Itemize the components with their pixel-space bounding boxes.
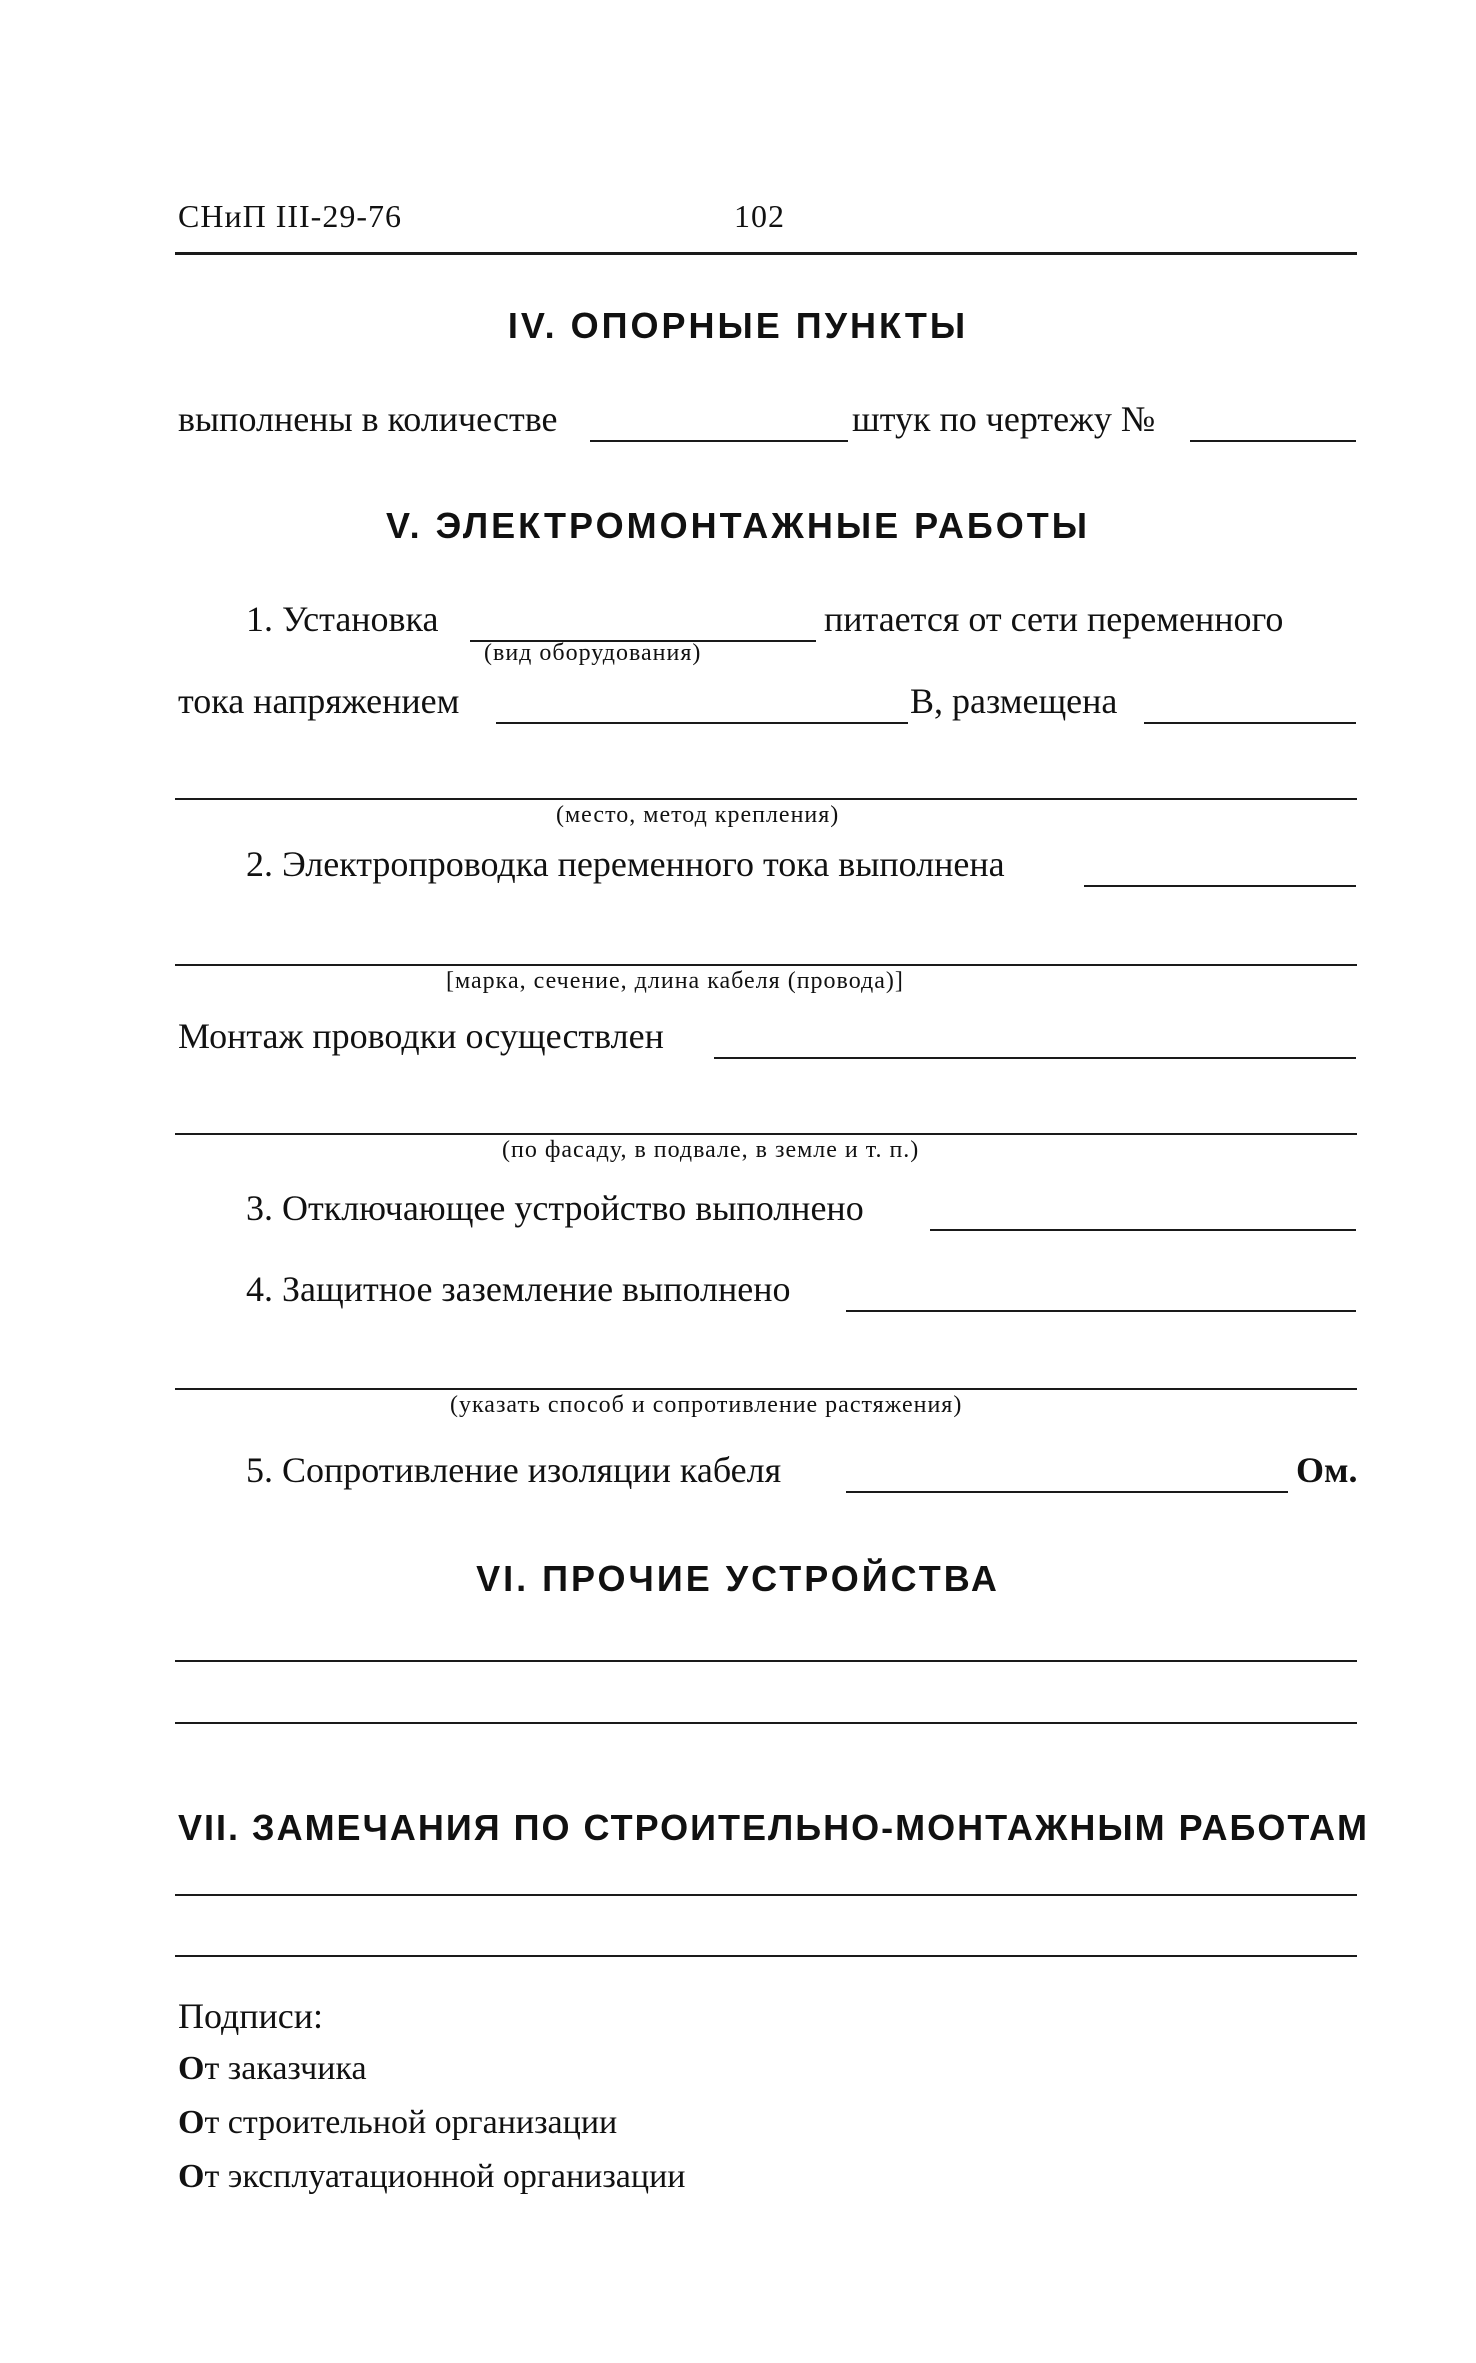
- section-title-v: V. ЭЛЕКТРОМОНТАЖНЫЕ РАБОТЫ: [385, 505, 1091, 546]
- equipment-type-caption: (вид оборудования): [484, 640, 702, 666]
- remarks-field-2[interactable]: [175, 1955, 1357, 1957]
- signatures-heading: Подписи:: [178, 1996, 324, 2036]
- placement-label: В, размещена: [910, 681, 1118, 721]
- item-3-label: 3. Отключающее устройство выполнено: [246, 1188, 864, 1228]
- section-title-iv: IV. ОПОРНЫЕ ПУНКТЫ: [507, 305, 969, 346]
- mounting-field[interactable]: [714, 1057, 1356, 1059]
- header-rule: [175, 252, 1357, 255]
- placement-field[interactable]: [1144, 722, 1356, 724]
- drawing-number-label: штук по чертежу №: [852, 399, 1156, 439]
- signature-customer: От заказчика: [178, 2050, 367, 2087]
- cable-spec-caption: [марка, сечение, длина кабеля (провода)]: [446, 968, 904, 994]
- item-5-label: 5. Сопротивление изоляции кабеля: [246, 1450, 782, 1490]
- signature-builder: От строительной организации: [178, 2104, 618, 2141]
- placement-caption: (место, метод крепления): [556, 802, 840, 828]
- grounding-caption: (указать способ и сопротивление растяжения): [450, 1392, 963, 1418]
- other-devices-field-1[interactable]: [175, 1660, 1357, 1662]
- cable-spec-field[interactable]: [175, 964, 1357, 966]
- drawing-number-field[interactable]: [1190, 440, 1356, 442]
- item-1-power-text: питается от сети переменного: [824, 599, 1284, 639]
- voltage-field[interactable]: [496, 722, 908, 724]
- item-1-label: 1. Установка: [246, 599, 439, 639]
- grounding-field[interactable]: [846, 1310, 1356, 1312]
- mounting-label: Монтаж проводки осуществлен: [178, 1016, 664, 1056]
- wiring-field[interactable]: [1084, 885, 1356, 887]
- placement-continued-field[interactable]: [175, 798, 1357, 800]
- document-code: СНиП III-29-76: [178, 198, 402, 234]
- section-title-vi: VI. ПРОЧИЕ УСТРОЙСТВА: [476, 1558, 1000, 1599]
- mounting-caption: (по фасаду, в подвале, в земле и т. п.): [502, 1137, 920, 1163]
- mounting-continued-field[interactable]: [175, 1133, 1357, 1135]
- other-devices-field-2[interactable]: [175, 1722, 1357, 1724]
- page-number: 102: [734, 198, 785, 234]
- signature-operator: От эксплуатационной организации: [178, 2158, 686, 2195]
- quantity-field[interactable]: [590, 440, 848, 442]
- remarks-field-1[interactable]: [175, 1894, 1357, 1896]
- quantity-label: выполнены в количестве: [178, 399, 558, 439]
- item-4-label: 4. Защитное заземление выполнено: [246, 1269, 791, 1309]
- section-title-vii: VII. ЗАМЕЧАНИЯ ПО СТРОИТЕЛЬНО-МОНТАЖНЫМ РАБОТАМ: [178, 1807, 1370, 1848]
- switch-device-field[interactable]: [930, 1229, 1356, 1231]
- ohm-unit: Ом.: [1296, 1450, 1358, 1490]
- insulation-resistance-field[interactable]: [846, 1491, 1288, 1493]
- grounding-continued-field[interactable]: [175, 1388, 1357, 1390]
- voltage-label: тока напряжением: [178, 681, 460, 721]
- item-2-label: 2. Электропроводка переменного тока выполнена: [246, 844, 1005, 884]
